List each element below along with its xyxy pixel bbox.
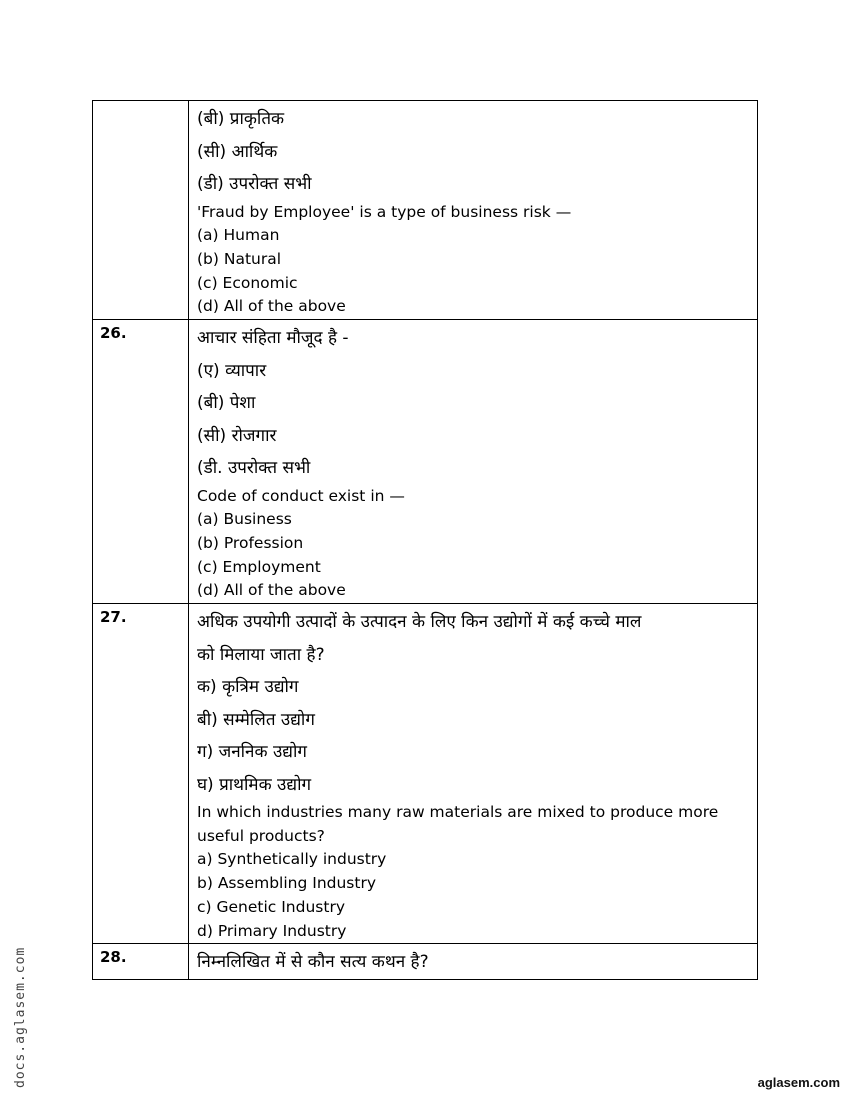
question-content-cell	[189, 944, 758, 980]
question-number: 27.	[93, 604, 189, 944]
hindi-option: (डी) उपरोक्त सभी	[197, 174, 312, 194]
hindi-question: निम्नलिखित में से कौन सत्य कथन है?	[197, 952, 429, 973]
english-question: Code of conduct exist in —	[197, 486, 405, 505]
side-watermark: docs.aglasem.com	[13, 946, 28, 1088]
hindi-option: (डी. उपरोक्त सभी	[197, 458, 311, 479]
question-row-26	[93, 320, 758, 604]
english-option: (c) Employment	[197, 557, 321, 576]
english-option: a) Synthetically industry	[197, 850, 387, 869]
question-number-cell	[93, 101, 189, 320]
english-option: (a) Business	[197, 510, 292, 529]
english-option: (d) All of the above	[197, 297, 346, 316]
hindi-option: (ए) व्यापार	[197, 360, 267, 381]
english-option: c) Genetic Industry	[197, 897, 345, 916]
hindi-option: (सी) रोजगार	[197, 425, 277, 446]
english-option: (b) Profession	[197, 533, 304, 552]
hindi-option: बी) सम्मेलित उद्योग	[197, 709, 315, 730]
brand-watermark: aglasem.com	[757, 1075, 840, 1090]
hindi-option: (बी) पेशा	[197, 393, 256, 414]
english-option: (b) Natural	[197, 249, 282, 268]
hindi-option: घ) प्राथमिक उद्योग	[197, 774, 312, 795]
question-row-25	[93, 101, 758, 320]
english-option: b) Assembling Industry	[197, 874, 376, 893]
hindi-question: आचार संहिता मौजूद है -	[197, 328, 349, 349]
hindi-question-line: अधिक उपयोगी उत्पादों के उत्पादन के लिए किन उद्योगों में कई कच्चे माल	[197, 612, 642, 633]
hindi-option: (सी) आर्थिक	[197, 141, 278, 162]
hindi-question-line: को मिलाया जाता है?	[197, 644, 325, 665]
question-content-cell	[189, 101, 758, 320]
english-question-line: useful products?	[197, 826, 325, 845]
question-content-cell	[189, 320, 758, 604]
hindi-option: क) कृत्रिम उद्योग	[197, 677, 299, 698]
english-question: 'Fraud by Employee' is a type of business risk —	[197, 202, 572, 221]
question-number: 28.	[93, 944, 189, 980]
english-option: d) Primary Industry	[197, 921, 347, 940]
question-number: 26.	[93, 320, 189, 604]
question-row-27	[93, 604, 758, 944]
english-question-line: In which industries many raw materials are mixed to produce more	[197, 803, 719, 822]
question-row-28	[93, 944, 758, 980]
hindi-option: ग) जननिक उद्योग	[197, 742, 307, 763]
english-option: (c) Economic	[197, 273, 298, 292]
question-table	[92, 100, 758, 980]
question-content-cell	[189, 604, 758, 944]
hindi-option: (बी) प्राकृतिक	[197, 109, 285, 129]
english-option: (a) Human	[197, 226, 280, 245]
english-option: (d) All of the above	[197, 581, 346, 600]
